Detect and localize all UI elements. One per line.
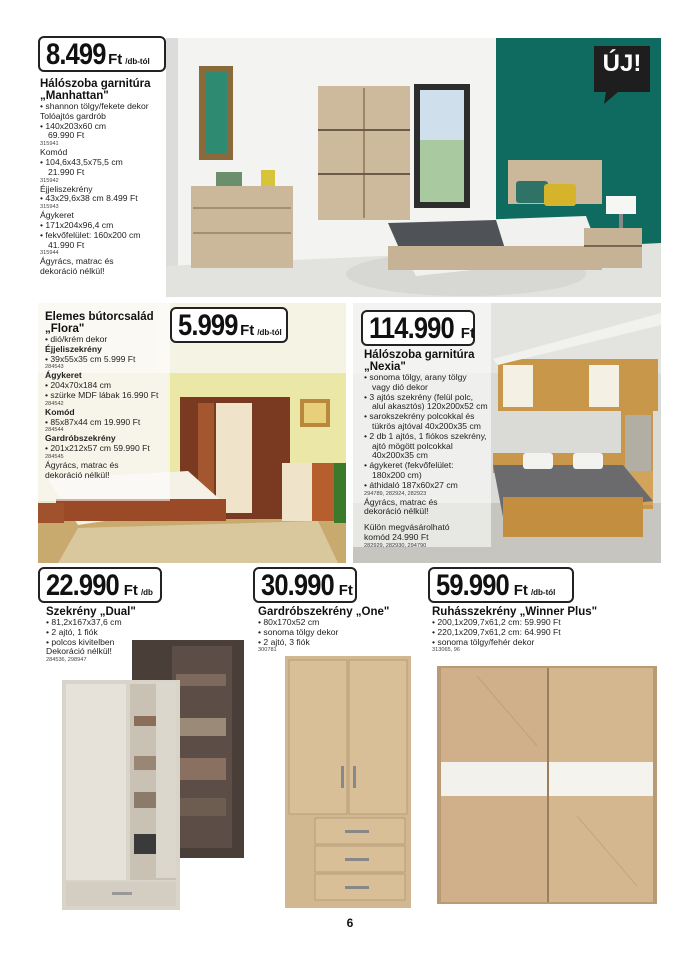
spec-bullet: • 201x212x57 cm 59.990 Ft [45, 443, 150, 454]
product-title: Elemes bútorcsalád „Flora" [45, 311, 154, 335]
spec-text: dekoráció nélkül! [40, 266, 105, 277]
product-title: Szekrény „Dual" [46, 606, 136, 618]
spec-line: vagy dió dekor [372, 381, 428, 392]
price-value: 22.990 [46, 569, 119, 602]
spec-bullet: • áthidaló 187x60x27 cm [364, 479, 458, 490]
price-value: 59.990 [436, 569, 509, 602]
spec-text: Külön megvásárolható [364, 522, 450, 533]
product-code: 284544 [45, 427, 64, 434]
spec-bullet: • 80x170x52 cm [258, 617, 320, 627]
product-code: 284545 [45, 453, 64, 460]
price-tag-winner [428, 567, 574, 603]
winner-text [432, 606, 632, 654]
spec-bullet: • 204x70x184 cm [45, 380, 112, 391]
spec-bullet: • szürke MDF lábak 16.990 Ft [45, 389, 159, 400]
price-tag-manhattan [38, 36, 166, 72]
product-code: 300781 [258, 647, 277, 654]
spec-line: 40x200x35 cm [372, 450, 428, 461]
spec-bullet: • 171x204x96,4 cm [40, 219, 114, 230]
spec-bullet: • 85x87x44 cm 19.990 Ft [45, 416, 141, 427]
price-unit: /db [140, 588, 153, 597]
spec-heading: Éjjeliszekrény [45, 343, 102, 354]
new-badge: ÚJ! [602, 50, 642, 77]
spec-text: Komód [40, 147, 68, 158]
spec-bullet: • polcos kivitelben [46, 636, 115, 647]
price-tag-flora [170, 307, 288, 343]
spec-bullet: • 2 db 1 ajtós, 1 fiókos szekrény, [364, 430, 487, 441]
spec-text: komód 24.990 Ft [364, 531, 429, 542]
price-unit: /db-tól [125, 57, 150, 66]
spec-list [40, 102, 166, 277]
spec-list [258, 618, 408, 654]
spec-list [432, 618, 632, 654]
product-title: Ruhásszekrény „Winner Plus" [432, 606, 598, 618]
spec-bullet: • sonoma tölgy dekor [258, 626, 339, 637]
bedroom-photo-manhattan [166, 38, 661, 297]
product-code: 315941 [40, 141, 59, 148]
price-value: 8.499 [46, 38, 106, 71]
spec-bullet: • dió/krém dekor [45, 334, 108, 344]
price-unit: /db-tól [257, 328, 282, 337]
price-currency: Ft [123, 582, 138, 599]
price-value: 114.990 [369, 312, 454, 345]
spec-bullet: • 2 ajtó, 3 fiók [258, 636, 310, 647]
spec-text: Ágyrács, matrac és [45, 459, 119, 470]
spec-bullet: • sonoma tölgy, arany tölgy [364, 372, 467, 382]
wardrobe-one-image [285, 656, 413, 910]
manhattan-text [40, 78, 166, 277]
spec-line: tükrös ajtóval 40x200x35 cm [372, 420, 481, 431]
product-code: 284543 [45, 364, 64, 371]
nexia-text [364, 349, 496, 550]
price-currency: Ft [108, 51, 123, 68]
spec-bullet: • 2 ajtó, 1 fiók [46, 626, 98, 637]
product-code: 315943 [40, 204, 59, 211]
wardrobe-winner-image [437, 666, 659, 906]
price-currency: Ft [240, 322, 255, 339]
spec-bullet: • shannon tölgy/fekete dekor [40, 101, 149, 111]
spec-line: 21.990 Ft [48, 166, 85, 177]
price-currency: Ft [338, 582, 353, 599]
product-code: 313065, 96 [432, 647, 460, 654]
product-title: Hálószoba garnitúra „Manhattan" [40, 78, 151, 102]
product-code: 284542 [45, 400, 64, 407]
spec-heading: Ágykeret [45, 370, 82, 381]
spec-text: Ágyrács, matrac és [364, 496, 438, 507]
spec-line: 41.990 Ft [48, 239, 85, 250]
price-currency: Ft [513, 582, 528, 599]
spec-text: Dekoráció nélkül! [46, 646, 112, 657]
page-number: 6 [346, 916, 354, 930]
spec-text: dekoráció nélkül! [364, 506, 429, 517]
spec-line: 69.990 Ft [48, 130, 85, 141]
product-code: 315942 [40, 177, 59, 184]
spec-line: ajtó mögött polcokkal [372, 440, 453, 451]
price-currency: Ft [460, 325, 475, 342]
spec-list [45, 335, 173, 481]
one-text [258, 606, 408, 654]
price-value: 5.999 [178, 309, 238, 342]
product-code: 282929, 282930, 294790 [364, 542, 427, 549]
spec-bullet: • sonoma tölgy/fehér dekor [432, 636, 535, 647]
spec-line: alul akasztós) 120x200x52 cm [372, 401, 488, 412]
price-tag-nexia [361, 310, 475, 346]
spec-bullet: • ágykeret (fekvőfelület: [364, 460, 454, 471]
spec-line: 180x200 cm) [372, 469, 422, 480]
spec-text: Éjjeliszekrény [40, 183, 93, 194]
spec-bullet: • fekvőfelület: 160x200 cm [40, 229, 141, 240]
product-title: Hálószoba garnitúra „Nexia" [364, 349, 475, 373]
spec-bullet: • sarokszekrény polcokkal és [364, 411, 475, 422]
product-code: 315944 [40, 250, 59, 257]
spec-heading: Gardróbszekrény [45, 433, 116, 444]
spec-bullet: • 220,1x209,7x61,2 cm: 64.990 Ft [432, 626, 561, 637]
spec-text: Ágykeret [40, 210, 74, 221]
flora-text [45, 311, 173, 481]
price-tag-one [253, 567, 357, 603]
spec-bullet: • 43x29,6x38 cm 8.499 Ft [40, 193, 138, 204]
spec-bullet: • 3 ajtós szekrény (felül polc, [364, 391, 474, 402]
price-value: 30.990 [261, 569, 334, 602]
product-code: 284536, 298947 [46, 657, 87, 664]
spec-text: Tolóajtós gardrób [40, 110, 106, 121]
price-tag-dual [38, 567, 162, 603]
spec-bullet: • 104,6x43,5x75,5 cm [40, 156, 123, 167]
spec-bullet: • 140x203x60 cm [40, 120, 107, 131]
spec-bullet: • 39x55x35 cm 5.999 Ft [45, 353, 136, 364]
product-code: 294789, 282924, 282923 [364, 490, 427, 497]
spec-heading: Komód [45, 406, 75, 417]
product-title: Gardróbszekrény „One" [258, 606, 390, 618]
spec-bullet: • 200,1x209,7x61,2 cm: 59.990 Ft [432, 617, 561, 627]
price-unit: /db-tól [530, 588, 556, 597]
spec-text: Ágyrács, matrac és [40, 256, 114, 267]
spec-list [364, 373, 496, 550]
manhattan-photo [166, 38, 661, 297]
spec-bullet: • 81,2x167x37,6 cm [46, 617, 122, 627]
wardrobe-dual-image [60, 638, 250, 916]
spec-text: dekoráció nélkül! [45, 469, 110, 480]
